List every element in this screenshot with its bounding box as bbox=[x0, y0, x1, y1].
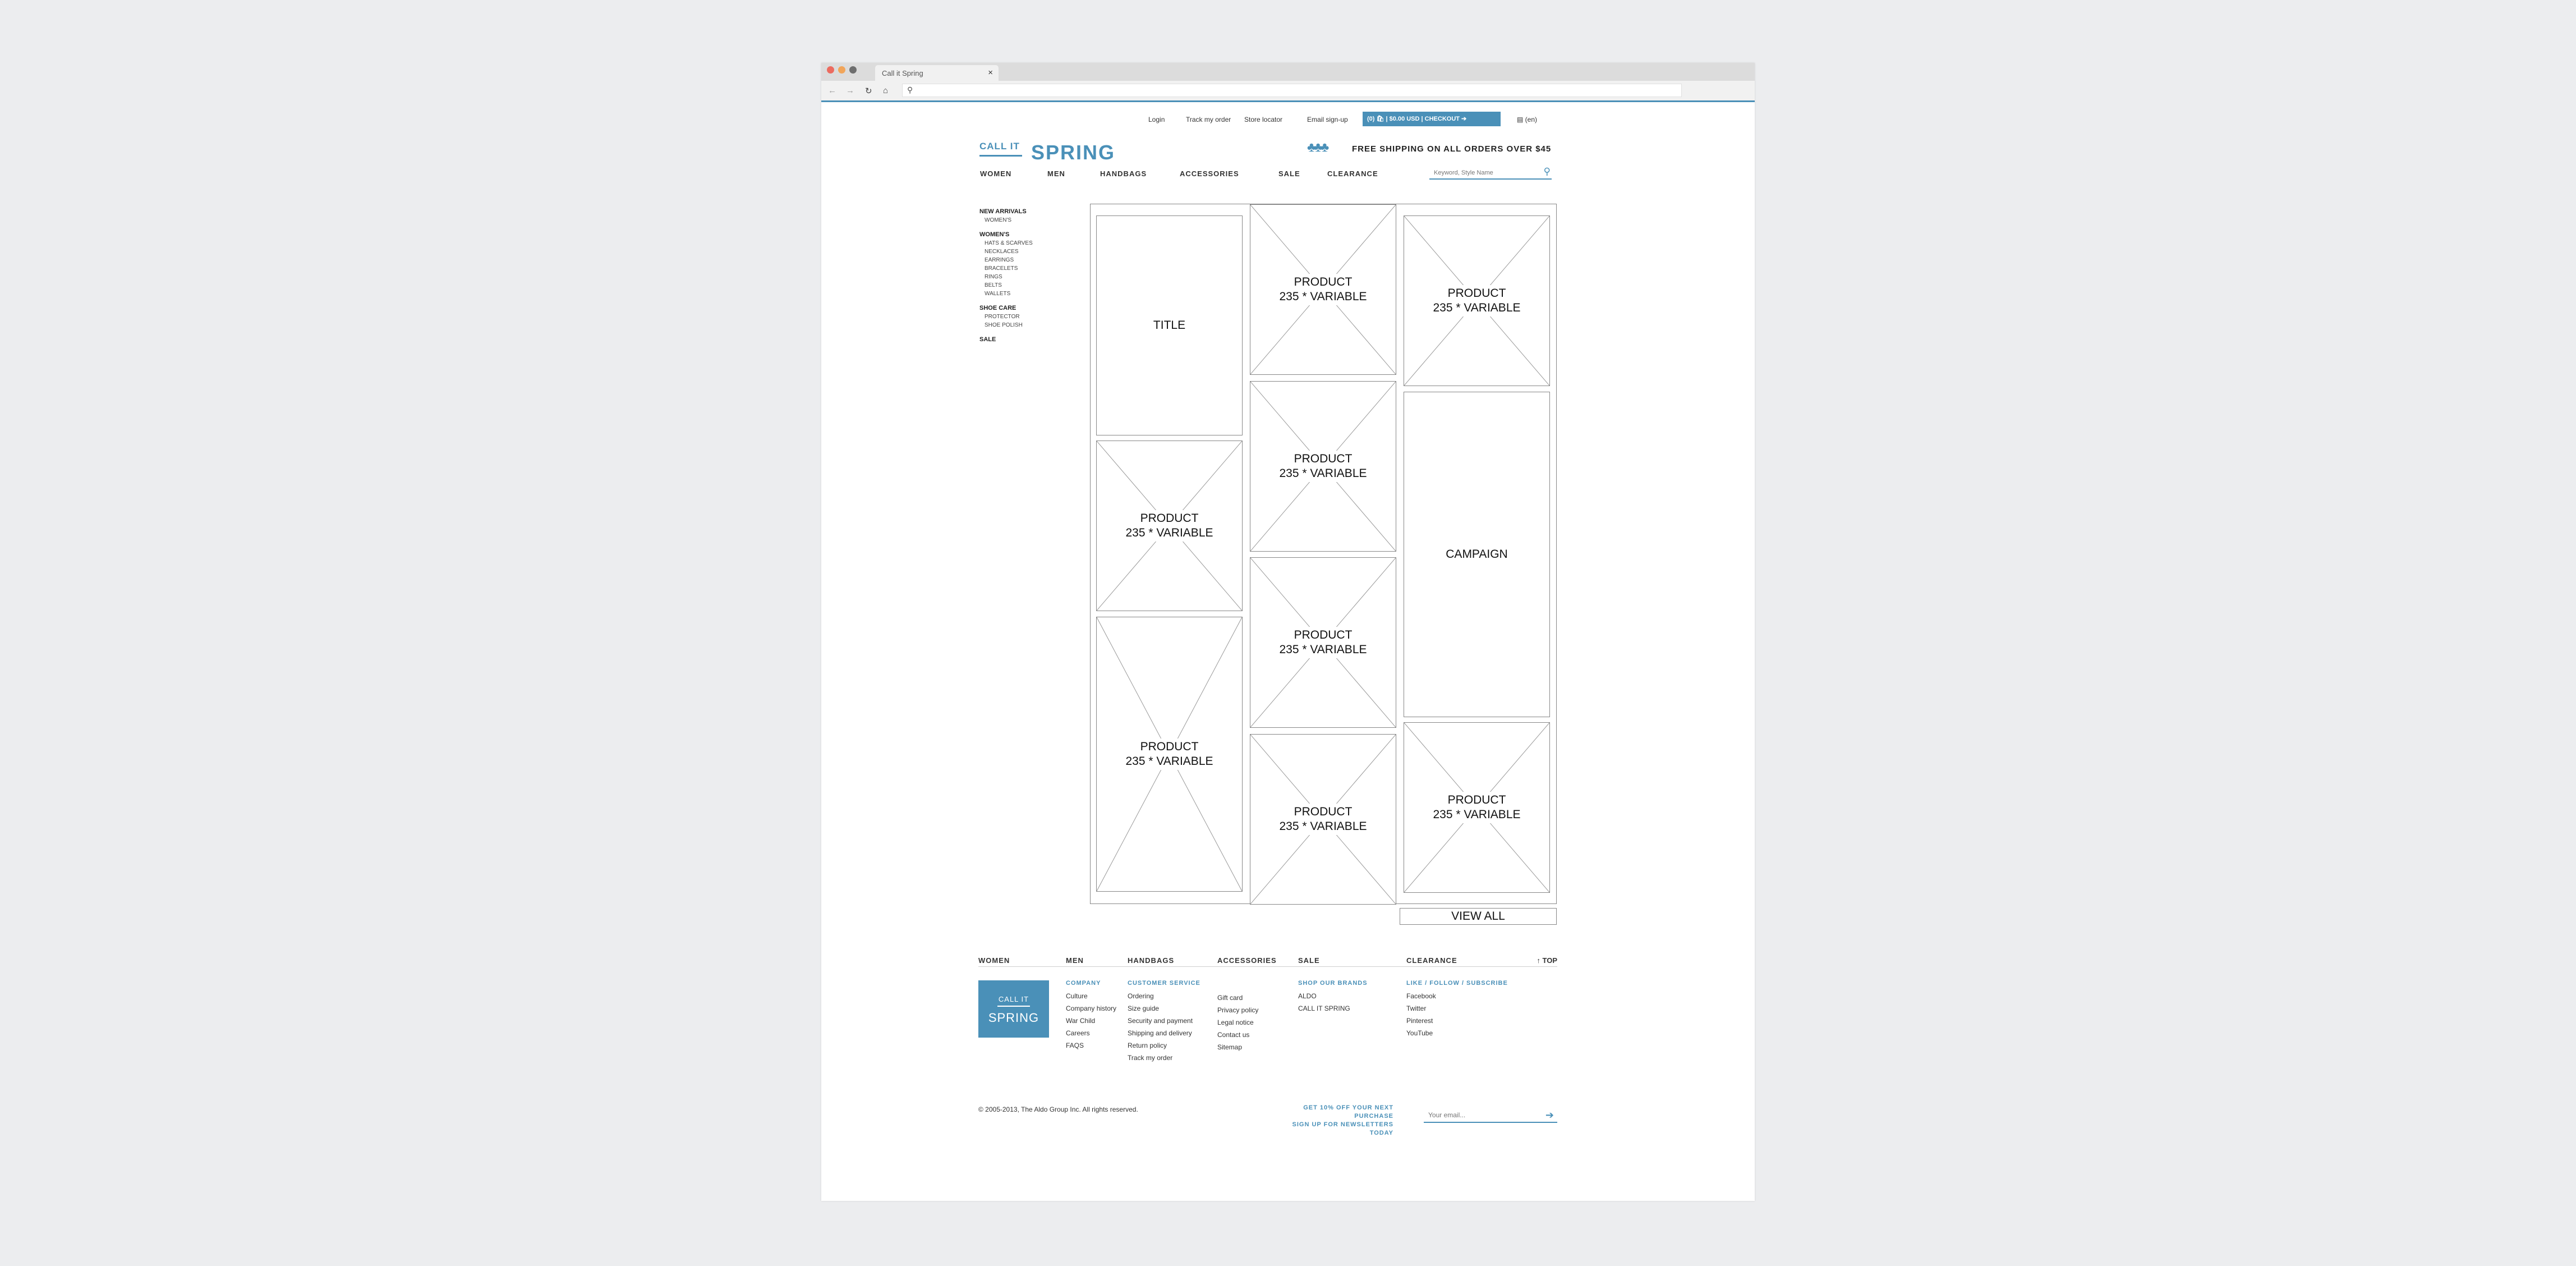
nav-women[interactable]: WOMEN bbox=[980, 169, 1012, 178]
footer-link[interactable]: CALL IT SPRING bbox=[1298, 1004, 1350, 1012]
track-order-link[interactable]: Track my order bbox=[1186, 116, 1231, 123]
sidebar-sale[interactable]: SALE bbox=[979, 336, 996, 343]
maximize-window-button[interactable] bbox=[849, 66, 857, 74]
copyright: © 2005-2013, The Aldo Group Inc. All rights reserved. bbox=[978, 1106, 1138, 1113]
sidebar-item-new-womens[interactable]: WOMEN'S bbox=[985, 217, 1012, 223]
browser-toolbar bbox=[821, 81, 1755, 102]
product-card[interactable] bbox=[1250, 734, 1396, 905]
email-signup-link[interactable]: Email sign-up bbox=[1307, 116, 1348, 123]
product-size: 235 * VARIABLE bbox=[1279, 290, 1367, 303]
reload-icon[interactable]: ↻ bbox=[865, 86, 872, 96]
facebook-link[interactable]: Facebook bbox=[1406, 992, 1436, 1000]
cart-checkout-button[interactable]: (0) 🛍 | $0.00 USD | CHECKOUT ➔ bbox=[1363, 112, 1501, 126]
sidebar-item-bracelets[interactable]: BRACELETS bbox=[985, 265, 1018, 272]
product-size: 235 * VARIABLE bbox=[1279, 820, 1367, 833]
search-icon: ⚲ bbox=[907, 85, 913, 94]
footer-logo-call-it: CALL IT bbox=[998, 995, 1029, 1003]
nav-clearance[interactable]: CLEARANCE bbox=[1327, 169, 1378, 178]
footer-logo[interactable] bbox=[978, 980, 1049, 1038]
product-size: 235 * VARIABLE bbox=[1433, 808, 1521, 821]
footer-service-column bbox=[1128, 980, 1200, 1064]
footer-logo-line bbox=[997, 1006, 1030, 1007]
logo-call-it: CALL IT bbox=[979, 141, 1020, 152]
web-page bbox=[821, 104, 1755, 1201]
address-bar[interactable] bbox=[902, 84, 1682, 97]
sidebar-shoe-care[interactable]: SHOE CARE bbox=[979, 305, 1016, 311]
footer-link[interactable]: Company history bbox=[1066, 1004, 1117, 1012]
product-size: 235 * VARIABLE bbox=[1433, 301, 1521, 314]
sidebar-item-necklaces[interactable]: NECKLACES bbox=[985, 249, 1019, 255]
footer-link[interactable]: Track my order bbox=[1128, 1054, 1173, 1062]
sidebar-item-shoe-polish[interactable]: SHOE POLISH bbox=[985, 322, 1023, 328]
product-label: PRODUCT bbox=[1294, 805, 1353, 818]
product-label: PRODUCT bbox=[1140, 512, 1199, 525]
footer-link[interactable]: Privacy policy bbox=[1217, 1006, 1259, 1014]
product-label: PRODUCT bbox=[1294, 452, 1353, 465]
footer-link[interactable]: ALDO bbox=[1298, 992, 1317, 1000]
product-label: PRODUCT bbox=[1447, 287, 1506, 300]
close-window-button[interactable] bbox=[827, 66, 834, 74]
footer-nav-accessories[interactable]: ACCESSORIES bbox=[1217, 956, 1277, 965]
sidebar-item-rings[interactable]: RINGS bbox=[985, 274, 1002, 280]
product-label: PRODUCT bbox=[1294, 629, 1353, 641]
nav-men[interactable]: MEN bbox=[1047, 169, 1065, 178]
product-size: 235 * VARIABLE bbox=[1279, 467, 1367, 480]
product-size: 235 * VARIABLE bbox=[1125, 526, 1213, 539]
sidebar-item-earrings[interactable]: EARRINGS bbox=[985, 257, 1014, 263]
footer-link[interactable]: Ordering bbox=[1128, 992, 1154, 1000]
footer-link[interactable]: Gift card bbox=[1217, 994, 1243, 1002]
sidebar-item-protector[interactable]: PROTECTOR bbox=[985, 314, 1020, 320]
utility-bar bbox=[821, 111, 1755, 127]
search-box bbox=[1429, 166, 1552, 180]
footer-link[interactable]: Return policy bbox=[1128, 1042, 1167, 1049]
footer-company-column bbox=[1066, 980, 1116, 1052]
sidebar-womens[interactable]: WOMEN'S bbox=[979, 231, 1010, 238]
footer-nav-women[interactable]: WOMEN bbox=[978, 956, 1010, 965]
product-size: 235 * VARIABLE bbox=[1279, 643, 1367, 656]
view-all-button[interactable]: VIEW ALL bbox=[1400, 908, 1557, 925]
forward-arrow-icon[interactable]: → bbox=[846, 86, 854, 95]
logo-spring: SPRING bbox=[1031, 141, 1116, 164]
footer-brands-heading: SHOP OUR BRANDS bbox=[1298, 980, 1368, 987]
tab-close-icon[interactable]: × bbox=[988, 68, 993, 77]
nav-accessories[interactable]: ACCESSORIES bbox=[1180, 169, 1239, 178]
title-block bbox=[1096, 215, 1243, 435]
footer-logo-spring: SPRING bbox=[988, 1011, 1039, 1025]
footer-nav-sale[interactable]: SALE bbox=[1298, 956, 1320, 965]
footer-brands-column bbox=[1298, 980, 1368, 1015]
back-arrow-icon[interactable]: ← bbox=[828, 86, 836, 95]
newsletter-email-input[interactable] bbox=[1428, 1111, 1540, 1119]
footer-link[interactable]: Culture bbox=[1066, 992, 1088, 1000]
footer-link[interactable]: Size guide bbox=[1128, 1004, 1160, 1012]
product-card[interactable] bbox=[1096, 441, 1243, 611]
product-size: 235 * VARIABLE bbox=[1125, 755, 1213, 768]
product-label: PRODUCT bbox=[1140, 740, 1199, 753]
home-icon[interactable]: ⌂ bbox=[883, 86, 889, 95]
footer-link[interactable]: Security and payment bbox=[1128, 1017, 1193, 1025]
category-sidebar bbox=[979, 205, 1075, 343]
footer-link[interactable]: Contact us bbox=[1217, 1031, 1250, 1039]
footer-link[interactable]: FAQS bbox=[1066, 1042, 1084, 1049]
footer-link[interactable]: War Child bbox=[1066, 1017, 1096, 1025]
tab-title: Call it Spring bbox=[882, 69, 923, 77]
arrow-right-icon[interactable]: ➔ bbox=[1545, 1109, 1554, 1121]
browser-tab[interactable] bbox=[875, 65, 999, 81]
promo-line-2: SIGN UP FOR NEWSLETTERS TODAY bbox=[1292, 1121, 1393, 1136]
footer-company-heading: COMPANY bbox=[1066, 980, 1101, 987]
footer-link[interactable]: Legal notice bbox=[1217, 1019, 1254, 1026]
search-input[interactable] bbox=[1434, 168, 1535, 177]
promo-line-1: GET 10% OFF YOUR NEXT PURCHASE bbox=[1303, 1104, 1393, 1120]
footer-social-heading: LIKE / FOLLOW / SUBSCRIBE bbox=[1406, 980, 1508, 987]
footer-service2-column bbox=[1217, 992, 1258, 1053]
footer-social-column bbox=[1406, 980, 1508, 1039]
youtube-link[interactable]: YouTube bbox=[1406, 1029, 1433, 1037]
sidebar-item-belts[interactable]: BELTS bbox=[985, 282, 1002, 288]
campaign-label: CAMPAIGN bbox=[1446, 548, 1508, 561]
login-link[interactable]: Login bbox=[1148, 116, 1165, 123]
footer-link[interactable]: Careers bbox=[1066, 1029, 1090, 1037]
trees-icon: ♣♣♣ bbox=[1307, 140, 1327, 155]
twitter-link[interactable]: Twitter bbox=[1406, 1004, 1427, 1012]
product-label: PRODUCT bbox=[1294, 276, 1353, 288]
product-card[interactable] bbox=[1096, 617, 1243, 892]
product-card[interactable] bbox=[1404, 722, 1550, 893]
product-card[interactable] bbox=[1404, 215, 1550, 386]
sidebar-item-hats-scarves[interactable]: HATS & SCARVES bbox=[985, 240, 1033, 246]
pinterest-link[interactable]: Pinterest bbox=[1406, 1017, 1433, 1025]
nav-handbags[interactable]: HANDBAGS bbox=[1100, 169, 1147, 178]
store-locator-link[interactable]: Store locator bbox=[1244, 116, 1283, 123]
sidebar-new-arrivals[interactable]: NEW ARRIVALS bbox=[979, 208, 1027, 215]
product-card[interactable] bbox=[1250, 381, 1396, 552]
browser-window bbox=[821, 63, 1755, 1201]
footer-nav-handbags[interactable]: HANDBAGS bbox=[1128, 956, 1175, 965]
product-label: PRODUCT bbox=[1447, 793, 1506, 806]
site-logo[interactable] bbox=[979, 141, 1120, 170]
footer-link[interactable]: Shipping and delivery bbox=[1128, 1029, 1192, 1037]
footer-service-heading: CUSTOMER SERVICE bbox=[1128, 980, 1200, 987]
search-icon[interactable]: ⚲ bbox=[1543, 166, 1551, 177]
minimize-window-button[interactable] bbox=[838, 66, 845, 74]
campaign-banner[interactable] bbox=[1404, 392, 1550, 717]
logo-underline bbox=[979, 155, 1022, 157]
title-label: TITLE bbox=[1153, 319, 1186, 332]
back-to-top-link[interactable]: ↑ TOP bbox=[1537, 956, 1557, 965]
product-grid bbox=[1090, 204, 1557, 904]
sidebar-item-wallets[interactable]: WALLETS bbox=[985, 291, 1011, 297]
newsletter-promo bbox=[1281, 1104, 1393, 1137]
newsletter-form bbox=[1424, 1108, 1557, 1123]
footer-nav-clearance[interactable]: CLEARANCE bbox=[1406, 956, 1457, 965]
footer-nav-men[interactable]: MEN bbox=[1066, 956, 1084, 965]
footer-nav bbox=[978, 955, 1557, 967]
product-card[interactable] bbox=[1250, 204, 1396, 375]
language-selector[interactable]: ▤ (en) bbox=[1517, 116, 1538, 123]
browser-titlebar bbox=[821, 63, 1755, 81]
product-card[interactable] bbox=[1250, 557, 1396, 728]
nav-sale[interactable]: SALE bbox=[1278, 169, 1300, 178]
footer-link[interactable]: Sitemap bbox=[1217, 1043, 1243, 1051]
free-shipping-banner: FREE SHIPPING ON ALL ORDERS OVER $45 bbox=[1352, 144, 1552, 154]
